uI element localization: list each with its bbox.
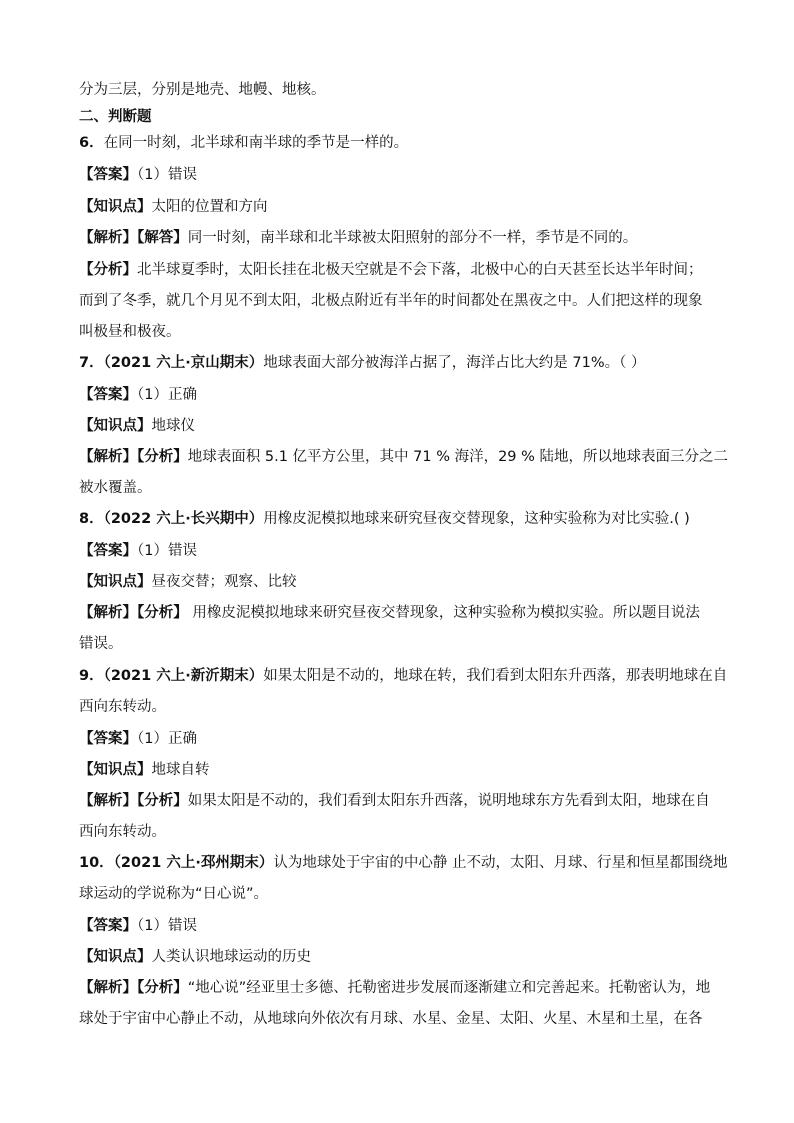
question-10-answer: 【答案】（1）错误	[79, 918, 197, 934]
question-7-stem: 7．（2021 六上·京山期末）地球表面大部分被海洋占据了，海洋占比大约是 71%。（ ）	[79, 355, 646, 371]
question-9-answer: 【答案】（1）正确	[79, 731, 197, 747]
question-8-answer: 【答案】（1）错误	[79, 543, 197, 559]
question-10-stem-2: 球运动的学说称为“日心说”。	[79, 886, 269, 902]
question-8-point: 【知识点】昼夜交替；观察、比较	[79, 574, 297, 590]
question-9-point: 【知识点】地球自转	[79, 762, 210, 778]
question-6-fenxi-3: 叫极昼和极夜。	[79, 324, 181, 340]
question-source: （2021 六上·邳州期末）	[113, 855, 274, 871]
question-7-analysis-1: 【解析】【分析】地球表面积 5.1 亿平方公里，其中 71 % 海洋，29 % 陆地，所以地球表面三分之二	[79, 449, 729, 465]
question-10-stem-1: 10．（2021 六上·邳州期末）认为地球处于宇宙的中心静 止不动，太阳、月球、行星和恒星都围绕地	[79, 855, 728, 871]
question-9-stem-1: 9．（2021 六上·新沂期末）如果太阳是不动的，地球在转，我们看到太阳东升西落，那表明地球在自	[79, 668, 728, 684]
question-8-stem: 8．（2022 六上·长兴期中）用橡皮泥模拟地球来研究昼夜交替现象，这种实验称为对比实验.( )	[79, 511, 690, 527]
intro-line: 分为三层，分别是地壳、地幔、地核。	[79, 82, 326, 98]
question-7-point: 【知识点】地球仪	[79, 418, 195, 434]
question-9-analysis-1: 【解析】【分析】如果太阳是不动的，我们看到太阳东升西落，说明地球东方先看到太阳，地球在自	[79, 793, 710, 809]
question-8-analysis-2: 错误。	[79, 636, 123, 652]
section-title: 二、判断题	[79, 109, 152, 125]
question-8-analysis-1: 【解析】【分析】 用橡皮泥模拟地球来研究昼夜交替现象，这种实验称为模拟实验。所以题目说法	[79, 605, 700, 621]
question-source: （2021 六上·新沂期末）	[103, 668, 264, 684]
question-9-stem-2: 西向东转动。	[79, 699, 166, 715]
question-source: （2021 六上·京山期末）	[103, 355, 264, 371]
question-6-fenxi-2: 而到了冬季，就几个月见不到太阳，北极点附近有半年的时间都处在黑夜之中。人们把这样的现象	[79, 293, 703, 309]
question-7-answer: 【答案】（1）正确	[79, 387, 197, 403]
question-source: （2022 六上·长兴期中）	[103, 511, 264, 527]
question-number: 6．	[79, 135, 104, 151]
question-6-point: 【知识点】太阳的位置和方向	[79, 199, 268, 215]
question-10-analysis-2: 球处于宇宙中心静止不动，从地球向外依次有月球、水星、金星、太阳、火星、木星和土星，在各	[79, 1011, 703, 1027]
question-6-analysis: 【解析】【解答】同一时刻，南半球和北半球被太阳照射的部分不一样，季节是不同的。	[79, 230, 638, 246]
question-7-analysis-2: 被水覆盖。	[79, 480, 152, 496]
question-9-analysis-2: 西向东转动。	[79, 824, 166, 840]
question-6-stem: 6．在同一时刻，北半球和南半球的季节是一样的。	[79, 135, 409, 151]
question-6-answer: 【答案】（1）错误	[79, 167, 197, 183]
question-10-analysis-1: 【解析】【分析】“地心说”经亚里士多德、托勒密进步发展而逐渐建立和完善起来。托勒密认为，地	[79, 980, 711, 996]
question-6-fenxi-1: 【分析】北半球夏季时，太阳长挂在北极天空就是不会下落，北极中心的白天甚至长达半年时间；	[79, 262, 703, 278]
question-10-point: 【知识点】人类认识地球运动的历史	[79, 949, 311, 965]
